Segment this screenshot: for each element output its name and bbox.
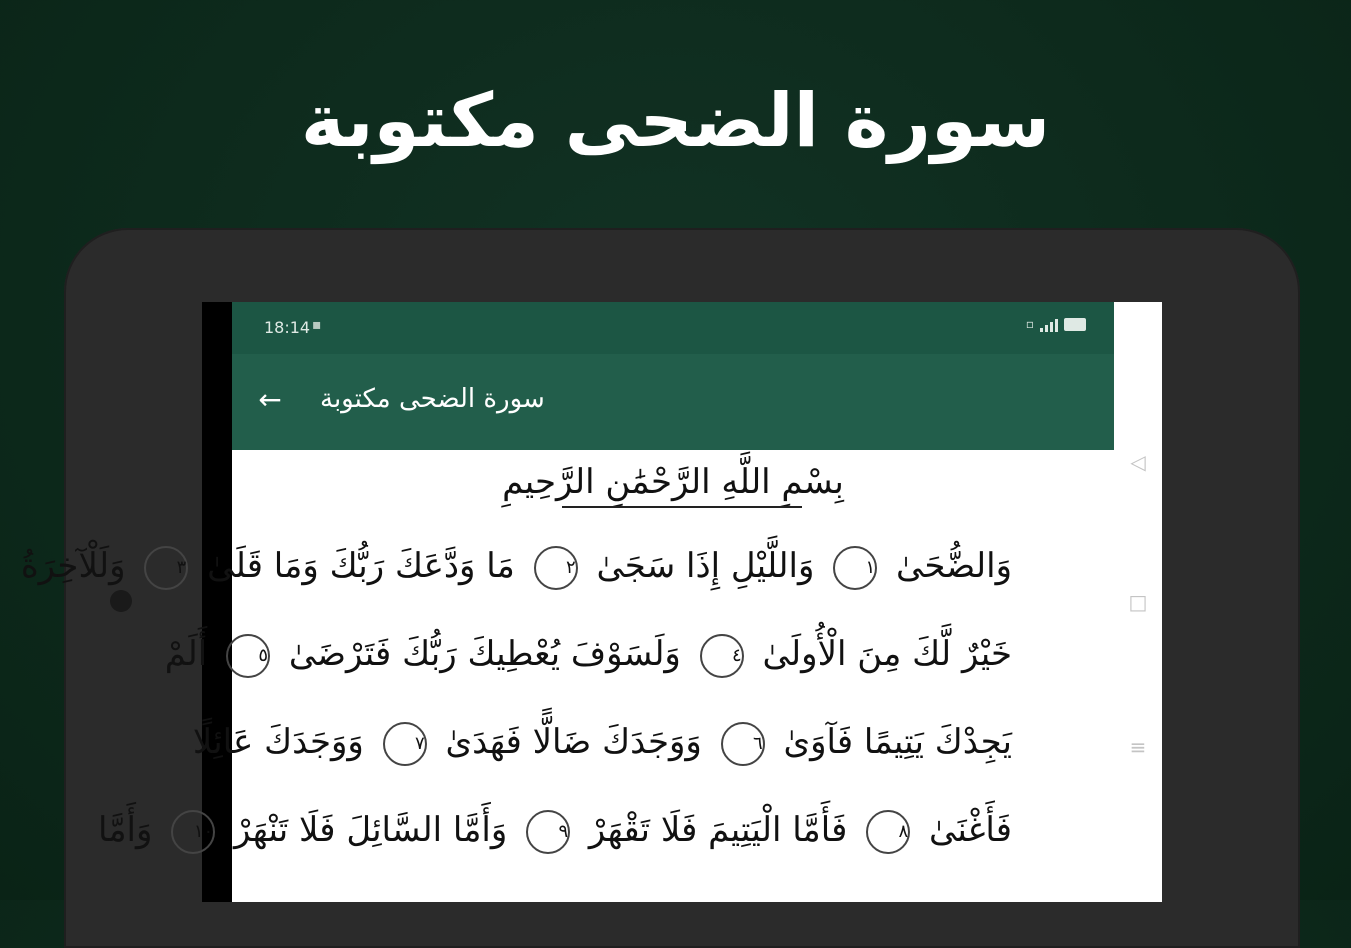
battery-icon (1064, 318, 1086, 331)
verse-text: أَلَمْ (164, 634, 208, 674)
ayah-number-marker: ٦ (721, 722, 765, 766)
app-notification-icon: ▪ (312, 317, 322, 333)
ayah-number-marker: ١ (833, 546, 877, 590)
verse-text: وَأَمَّا (97, 810, 153, 850)
verse-text: مَا وَدَّعَكَ رَبُّكَ وَمَا قَلَىٰ (207, 546, 515, 586)
status-time: 18:14 (264, 318, 311, 337)
ayah-number-marker: ١٠ (171, 810, 215, 854)
verse-text: وَالضُّحَىٰ (896, 546, 1012, 586)
ayah-number-marker: ٤ (700, 634, 744, 678)
verse-text: فَأَغْنَىٰ (929, 810, 1012, 850)
camera-dot (110, 590, 132, 612)
verse-line (164, 634, 1012, 678)
quran-page (20, 450, 1114, 902)
status-bar (232, 302, 1114, 354)
verse-text: وَلَسَوْفَ يُعْطِيكَ رَبُّكَ فَتَرْضَىٰ (288, 634, 681, 674)
verse-text: وَوَجَدَكَ ضَالًّا فَهَدَىٰ (445, 722, 702, 762)
ayah-number-marker: ٩ (526, 810, 570, 854)
basmala: بِسْمِ اللَّهِ الرَّحْمَٰنِ الرَّحِيمِ (502, 462, 844, 502)
basmala-underline (562, 506, 802, 508)
ayah-number-marker: ٨ (866, 810, 910, 854)
verse-text: وَلَلْآخِرَةُ (20, 546, 126, 586)
home-square-icon[interactable]: □ (1128, 590, 1148, 614)
signal-icon (1040, 316, 1058, 332)
verse-line (20, 546, 1012, 590)
verse-text: فَأَمَّا الْيَتِيمَ فَلَا تَقْهَرْ (588, 810, 848, 850)
ayah-number-marker: ٣ (144, 546, 188, 590)
verse-line (192, 722, 1012, 766)
verse-line (97, 810, 1012, 854)
arrow-left-icon[interactable]: ← (258, 383, 282, 416)
back-triangle-icon[interactable]: ◁ (1130, 450, 1146, 474)
tablet-screen (20, 302, 1162, 902)
system-nav-bar (1114, 450, 1162, 902)
ayah-number-marker: ٧ (383, 722, 427, 766)
ayah-number-marker: ٢ (534, 546, 578, 590)
app-title: سورة الضحى مكتوبة (320, 384, 545, 414)
app-bar (232, 354, 1114, 450)
verse-text: وَوَجَدَكَ عَائِلًا (192, 722, 364, 762)
verse-text: وَاللَّيْلِ إِذَا سَجَىٰ (596, 546, 815, 586)
verse-text: خَيْرٌ لَّكَ مِنَ الْأُولَىٰ (762, 634, 1012, 674)
menu-lines-icon[interactable]: ≡ (1129, 735, 1147, 759)
verse-text: وَأَمَّا السَّائِلَ فَلَا تَنْهَرْ (234, 810, 508, 850)
ayah-number-marker: ٥ (226, 634, 270, 678)
sim-icon: ▫ (1025, 317, 1034, 331)
tablet-frame (20, 228, 1300, 948)
promo-headline: سورة الضحى مكتوبة (300, 78, 1051, 164)
verse-text: يَجِدْكَ يَتِيمًا فَآوَىٰ (783, 722, 1012, 762)
